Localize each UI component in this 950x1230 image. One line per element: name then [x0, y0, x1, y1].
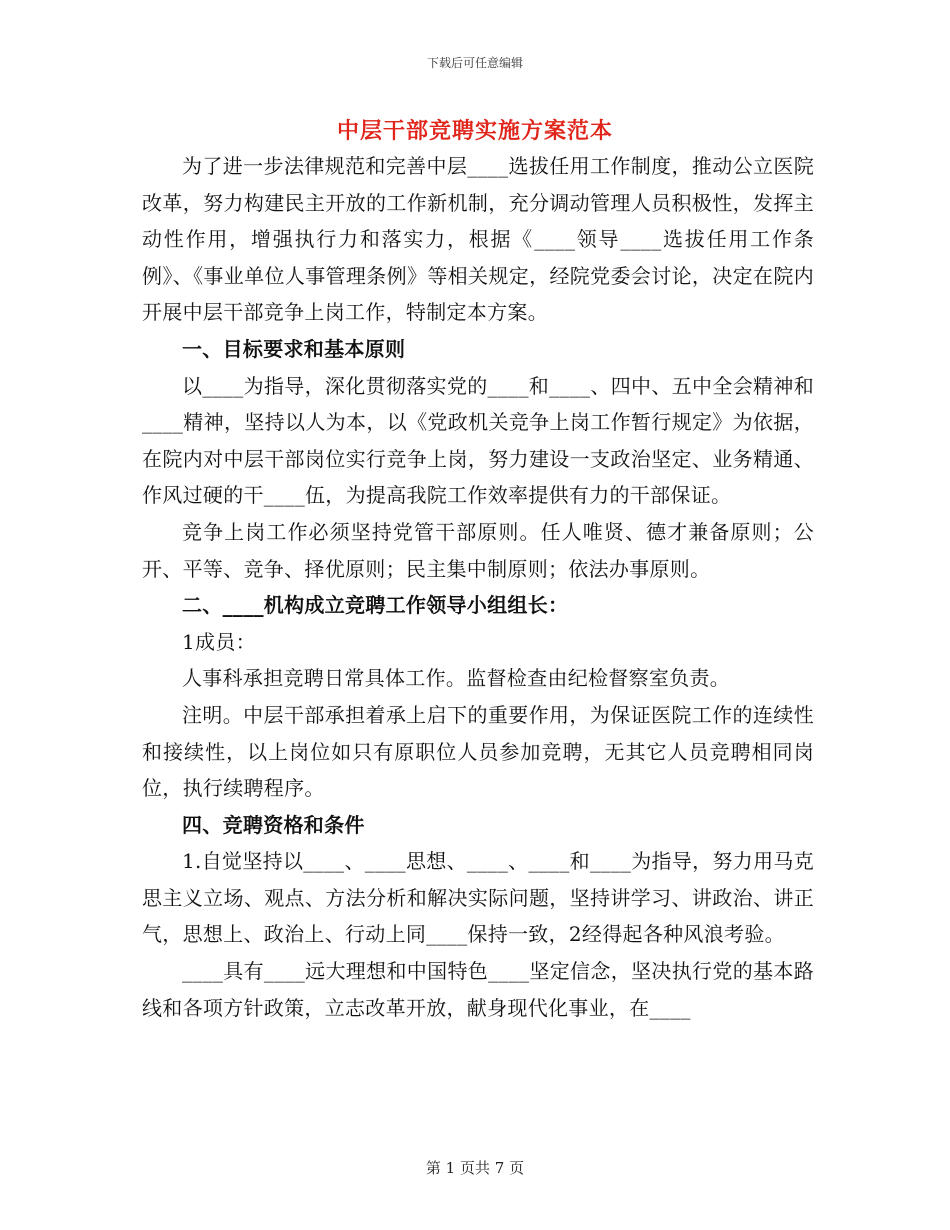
section-heading-4: 四、竞聘资格和条件 — [182, 812, 365, 837]
intro-paragraph: 为了进一步法律规范和完善中层____选拔任用工作制度，推动公立医院改革，努力构建民主开放的工作新机制，充分调动管理人员积极性，发挥主动性作用，增强执行力和落实力，根据《____领导____选拔任用工作条例》、《事业单位人事管理条例》等相关规定，经院党委会讨论，决定在院内开展中层干部竞争上岗工作，特制定本方案。 — [142, 154, 814, 325]
paragraph: 1.自觉坚持以____、____思想、____、____和____为指导，努力用马克思主义立场、观点、方法分析和解决实际问题，坚持讲学习、讲政治、讲正气，思想上、政治上、行动上同____保持一致，2经得起各种风浪考验。 — [142, 849, 814, 947]
paragraph: 1成员： — [182, 629, 256, 654]
paragraph: ____具有____远大理想和中国特色____坚定信念，坚决执行党的基本路线和各项方针政策，立志改革开放，献身现代化事业，在____ — [142, 959, 814, 1020]
page-footer: 第 1 页共 7 页 — [425, 1159, 525, 1177]
document-body — [142, 148, 814, 1026]
section-heading-1: 一、目标要求和基本原则 — [182, 336, 406, 361]
paragraph: 注明。中层干部承担着承上启下的重要作用，为保证医院工作的连续性和接续性，以上岗位如只有原职位人员参加竞聘，无其它人员竞聘相同岗位，执行续聘程序。 — [142, 702, 814, 801]
paragraph: 人事科承担竞聘日常具体工作。监督检查由纪检督察室负责。 — [182, 666, 731, 691]
document-title: 中层干部竞聘实施方案范本 — [336, 119, 613, 144]
section-heading-2: 二、____机构成立竞聘工作领导小组组长： — [182, 593, 569, 618]
paragraph: 以____为指导，深化贯彻落实党的____和____、四中、五中全会精神和____精神，坚持以人为本，以《党政机关竞争上岗工作暂行规定》为依据，在院内对中层干部岗位实行竞争上岗，努力建设一支政治坚定、业务精通、作风过硬的干____伍，为提高我院工作效率提供有力的干部保证。 — [142, 373, 814, 508]
paragraph: 竞争上岗工作必须坚持党管干部原则。任人唯贤、德才兼备原则；公开、平等、竞争、择优原则；民主集中制原则；依法办事原则。 — [142, 519, 814, 581]
page-header: 下载后可任意编辑 — [426, 56, 523, 70]
